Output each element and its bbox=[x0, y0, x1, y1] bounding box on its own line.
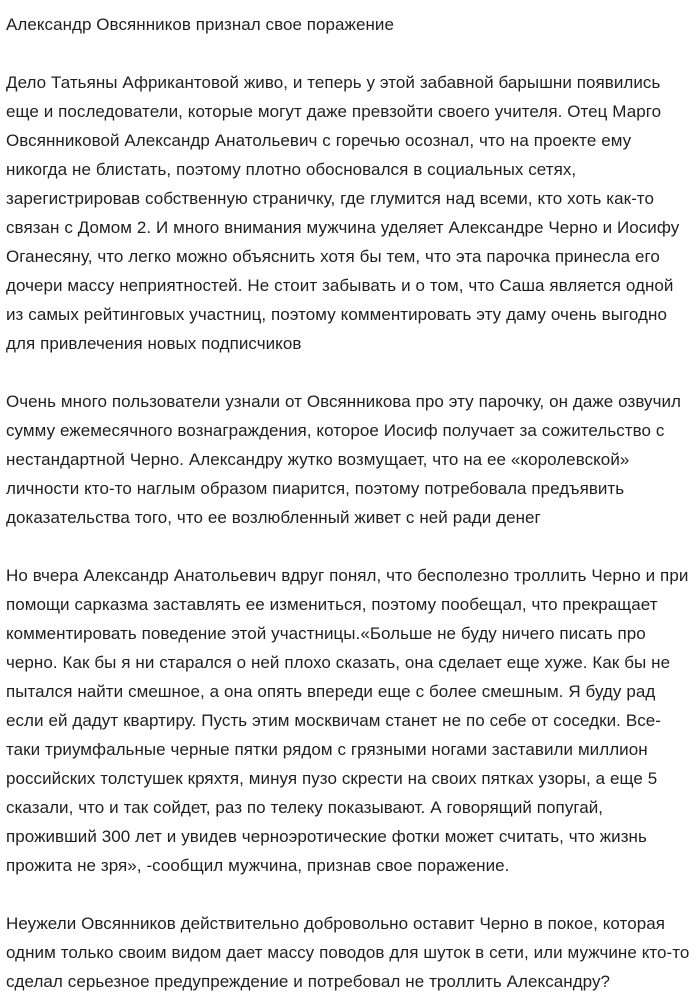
article-paragraph: Неужели Овсянников действительно добровольно оставит Черно в покое, которая одним только своим видом дает массу поводов для шуток в сети, или мужчине кто-то сделал серьезное предупреждение и потребовал не троллить Александру? bbox=[6, 914, 690, 991]
article-paragraph: Дело Татьяны Африкантовой живо, и теперь у этой забавной барышни появились еще и последователи, которые могут даже превзойти своего учителя. Отец Марго Овсянниковой Александр Анатольевич с горечью осознал, что на проекте ему никогда не блистать, поэтому плотно обосновался в социальных сетях, зарегистрировав собственную страничку, где глумится над всеми, кто хоть как-то связан с Домом 2. И много внимания мужчина уделяет Александре Черно и Иосифу Оганесяну, что легко можно объяснить хотя бы тем, что эта парочка принесла его дочери массу неприятностей. Не стоит забывать и о том, что Саша является одной из самых рейтинговых участниц, поэтому комментировать эту даму очень выгодно для привлечения новых подписчиков bbox=[6, 73, 680, 353]
article-paragraph: Но вчера Александр Анатольевич вдруг понял, что бесполезно троллить Черно и при помощи сарказма заставлять ее измениться, поэтому пообещал, что прекращает комментировать поведение этой участницы.«Больше не буду ничего писать про черно. Как бы я ни старался о ней плохо сказать, она сделает еще хуже. Как бы не пытался найти смешное, а она опять впереди еще с более смешным. Я буду рад если ей дадут квартиру. Пусть этим москвичам станет не по себе от соседки. Все-таки триумфальные черные пятки рядом с грязными ногами заставили миллион российских толстушек кряхтя, минуя пузо скрести на своих пятках узоры, а еще 5 сказали, что и так сойдет, раз по телеку показывают. А говорящий попугай, проживший 300 лет и увидев черноэротические фотки может считать, что жизнь прожита не зря», -сообщил мужчина, признав свое поражение. bbox=[6, 566, 689, 875]
article-paragraph: Очень много пользователи узнали от Овсянникова про эту парочку, он даже озвучил сумму ежемесячного вознаграждения, которое Иосиф получает за сожительство с нестандартной Черно. Александру жутко возмущает, что на ее «королевской» личности кто-то наглым образом пиарится, поэтому потребовала предъявить доказательства того, что ее возлюбленный живет с ней ради денег bbox=[6, 392, 682, 527]
page-title: Александр Овсянников признал свое поражение bbox=[6, 15, 394, 34]
article-body bbox=[6, 39, 690, 996]
